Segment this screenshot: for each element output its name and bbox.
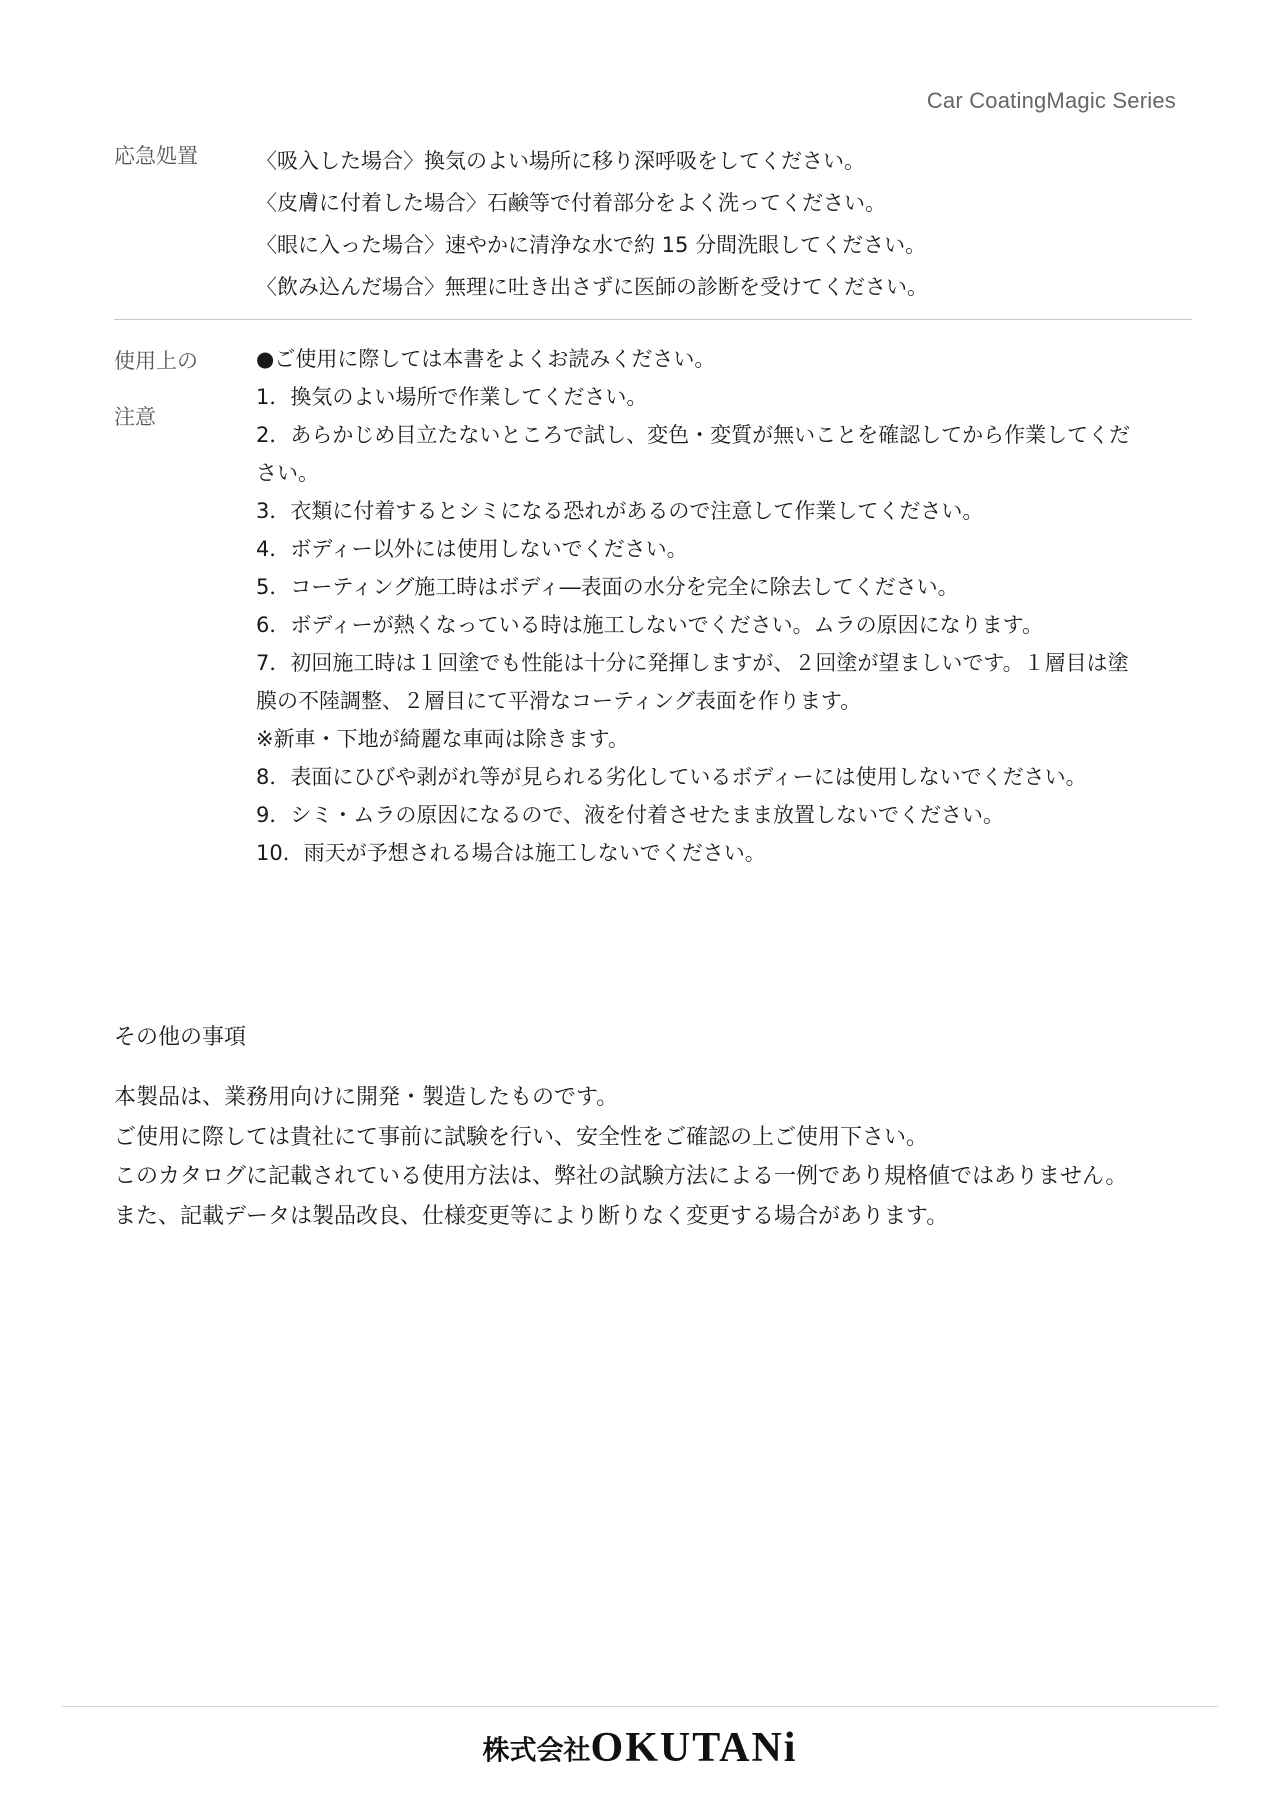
caution-list: [256, 340, 1136, 872]
emergency-item: 〈皮膚に付着した場合〉石鹸等で付着部分をよく洗ってください。: [256, 191, 886, 215]
emergency-list: [256, 140, 928, 308]
caution-item: 3．衣類に付着するとシミになる恐れがあるので注意して作業してください。: [256, 499, 984, 523]
other-line: このカタログに記載されている使用方法は、弊社の試験方法による一例であり規格値ではありません。: [114, 1164, 1128, 1189]
section-divider: [114, 319, 1192, 320]
caution-item: 4．ボディー以外には使用しないでください。: [256, 537, 688, 561]
series-title: Car CoatingMagic Series: [926, 88, 1176, 113]
other-line: 本製品は、業務用向けに開発・製造したものです。: [114, 1085, 619, 1110]
company-logo: [0, 1724, 1280, 1772]
caution-item: 2．あらかじめ目立たないところで試し、変色・変質が無いことを確認してから作業してください。: [256, 423, 1131, 485]
caution-intro: ●ご使用に際しては本書をよくお読みください。: [256, 347, 716, 371]
caution-item: 6．ボディーが熱くなっている時は施工しないでください。ムラの原因になります。: [256, 613, 1043, 637]
other-line: ご使用に際しては貴社にて事前に試験を行い、安全性をご確認の上ご使用下さい。: [114, 1124, 929, 1150]
emergency-item: 〈飲み込んだ場合〉無理に吐き出さずに医師の診断を受けてください。: [256, 275, 928, 299]
caution-item: 10．雨天が予想される場合は施工しないでください。: [256, 841, 766, 865]
company-name: OKUTANi: [590, 1725, 798, 1771]
caution-label-line1: 使用上の: [114, 349, 198, 373]
caution-item: 1．換気のよい場所で作業してください。: [256, 385, 648, 409]
company-prefix: 株式会社: [482, 1735, 591, 1767]
other-list: [114, 1078, 1174, 1236]
other-title: その他の事項: [114, 1025, 247, 1050]
caution-item: 9．シミ・ムラの原因になるので、液を付着させたまま放置しないでください。: [256, 803, 1004, 827]
other-line: また、記載データは製品改良、仕様変更等により断りなく変更する場合があります。: [114, 1203, 949, 1229]
emergency-item: 〈吸入した場合〉換気のよい場所に移り深呼吸をしてください。: [256, 149, 865, 173]
caution-item: 7．初回施工時は１回塗でも性能は十分に発揮しますが、２回塗が望ましいです。１層目は塗膜の不陸調整、２層目にて平滑なコーティング表面を作ります。: [256, 651, 1129, 713]
footer-divider: [62, 1706, 1218, 1707]
emergency-label: 応急処置: [114, 144, 198, 168]
caution-item: 8．表面にひびや剥がれ等が見られる劣化しているボディーには使用しないでください。: [256, 765, 1087, 789]
emergency-item: 〈眼に入った場合〉速やかに清浄な水で約 15 分間洗眼してください。: [256, 233, 927, 257]
caution-note: ※新車・下地が綺麗な車両は除きます。: [256, 727, 629, 751]
caution-item: 5．コーティング施工時はボディ―表面の水分を完全に除去してください。: [256, 575, 959, 599]
caution-label-line2: 注意: [114, 405, 156, 429]
